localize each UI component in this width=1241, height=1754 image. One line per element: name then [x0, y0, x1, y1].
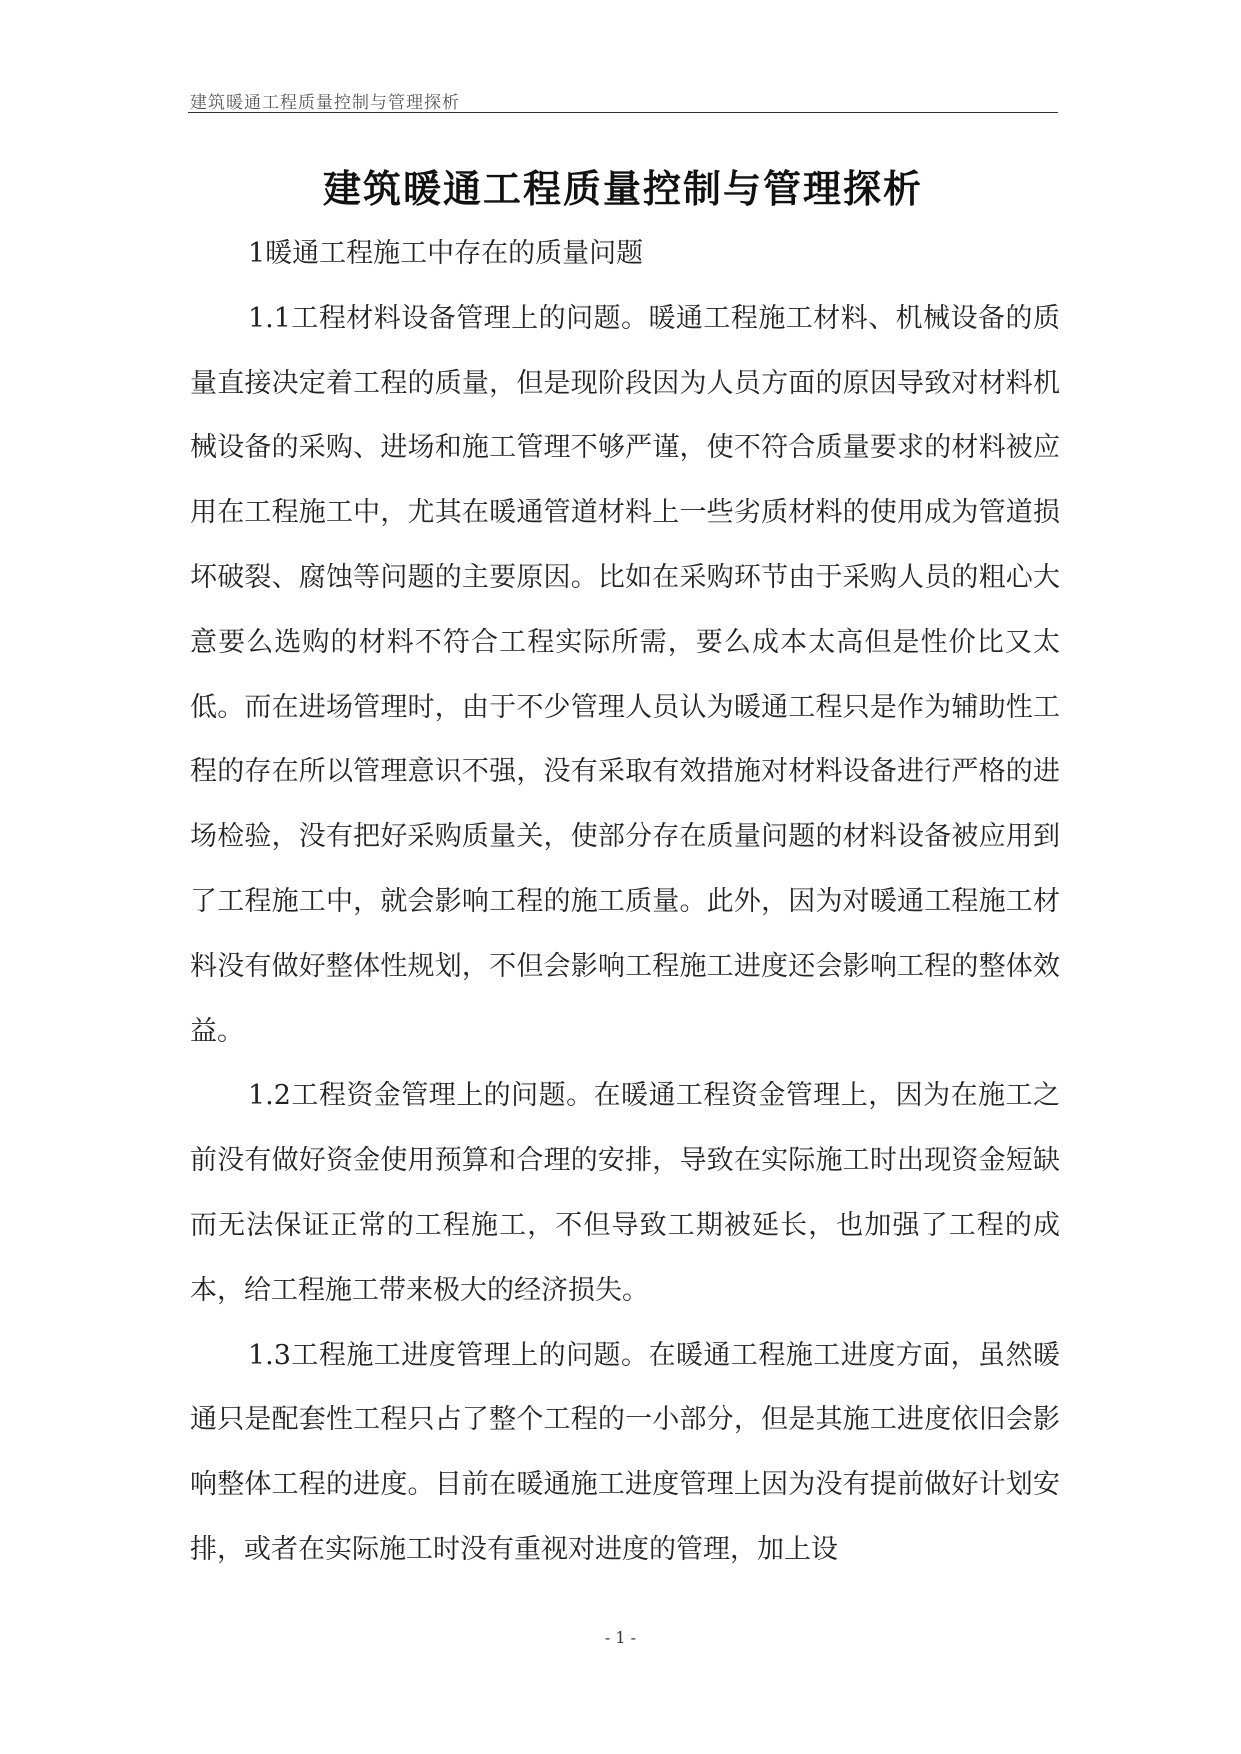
- running-header: [188, 86, 1058, 113]
- paragraph-1-3: 1.3工程施工进度管理上的问题。在暖通工程施工进度方面，虽然暖通只是配套性工程只占了整个工程的一小部分，但是其施工进度依旧会影响整体工程的进度。目前在暖通施工进度管理上因为没有提前做好计划安排，或者在实际施工时没有重视对进度的管理，加上设: [190, 1339, 1060, 1565]
- paragraph-1-2: 1.2工程资金管理上的问题。在暖通工程资金管理上，因为在施工之前没有做好资金使用预算和合理的安排，导致在实际施工时出现资金短缺而无法保证正常的工程施工，不但导致工期被延长，也加强了工程的成本，给工程施工带来极大的经济损失。: [190, 1080, 1060, 1306]
- paragraph-1-1: 1.1工程材料设备管理上的问题。暖通工程施工材料、机械设备的质量直接决定着工程的质量，但是现阶段因为人员方面的原因导致对材料机械设备的采购、进场和施工管理不够严谨，使不符合质量要求的材料被应用在工程施工中，尤其在暖通管道材料上一些劣质材料的使用成为管道损坏破裂、腐蚀等问题的主要原因。比如在采购环节由于采购人员的粗心大意要么选购的材料不符合工程实际所需，要么成本太高但是性价比又太低。而在进场管理时，由于不少管理人员认为暖通工程只是作为辅助性工程的存在所以管理意识不强，没有采取有效措施对材料设备进行严格的进场检验，没有把好采购质量关，使部分存在质量问题的材料设备被应用到了工程施工中，就会影响工程的施工质量。此外，因为对暖通工程施工材料没有做好整体性规划，不但会影响工程施工进度还会影响工程的整体效益。: [190, 302, 1060, 1047]
- section-heading-1: 1暖通工程施工中存在的质量问题: [248, 238, 644, 269]
- page-number: - 1 -: [604, 1628, 637, 1647]
- document-title: 建筑暖通工程质量控制与管理探析: [322, 166, 923, 211]
- running-header-title: 建筑暖通工程质量控制与管理探析: [190, 93, 460, 113]
- document-body: [190, 222, 1060, 1583]
